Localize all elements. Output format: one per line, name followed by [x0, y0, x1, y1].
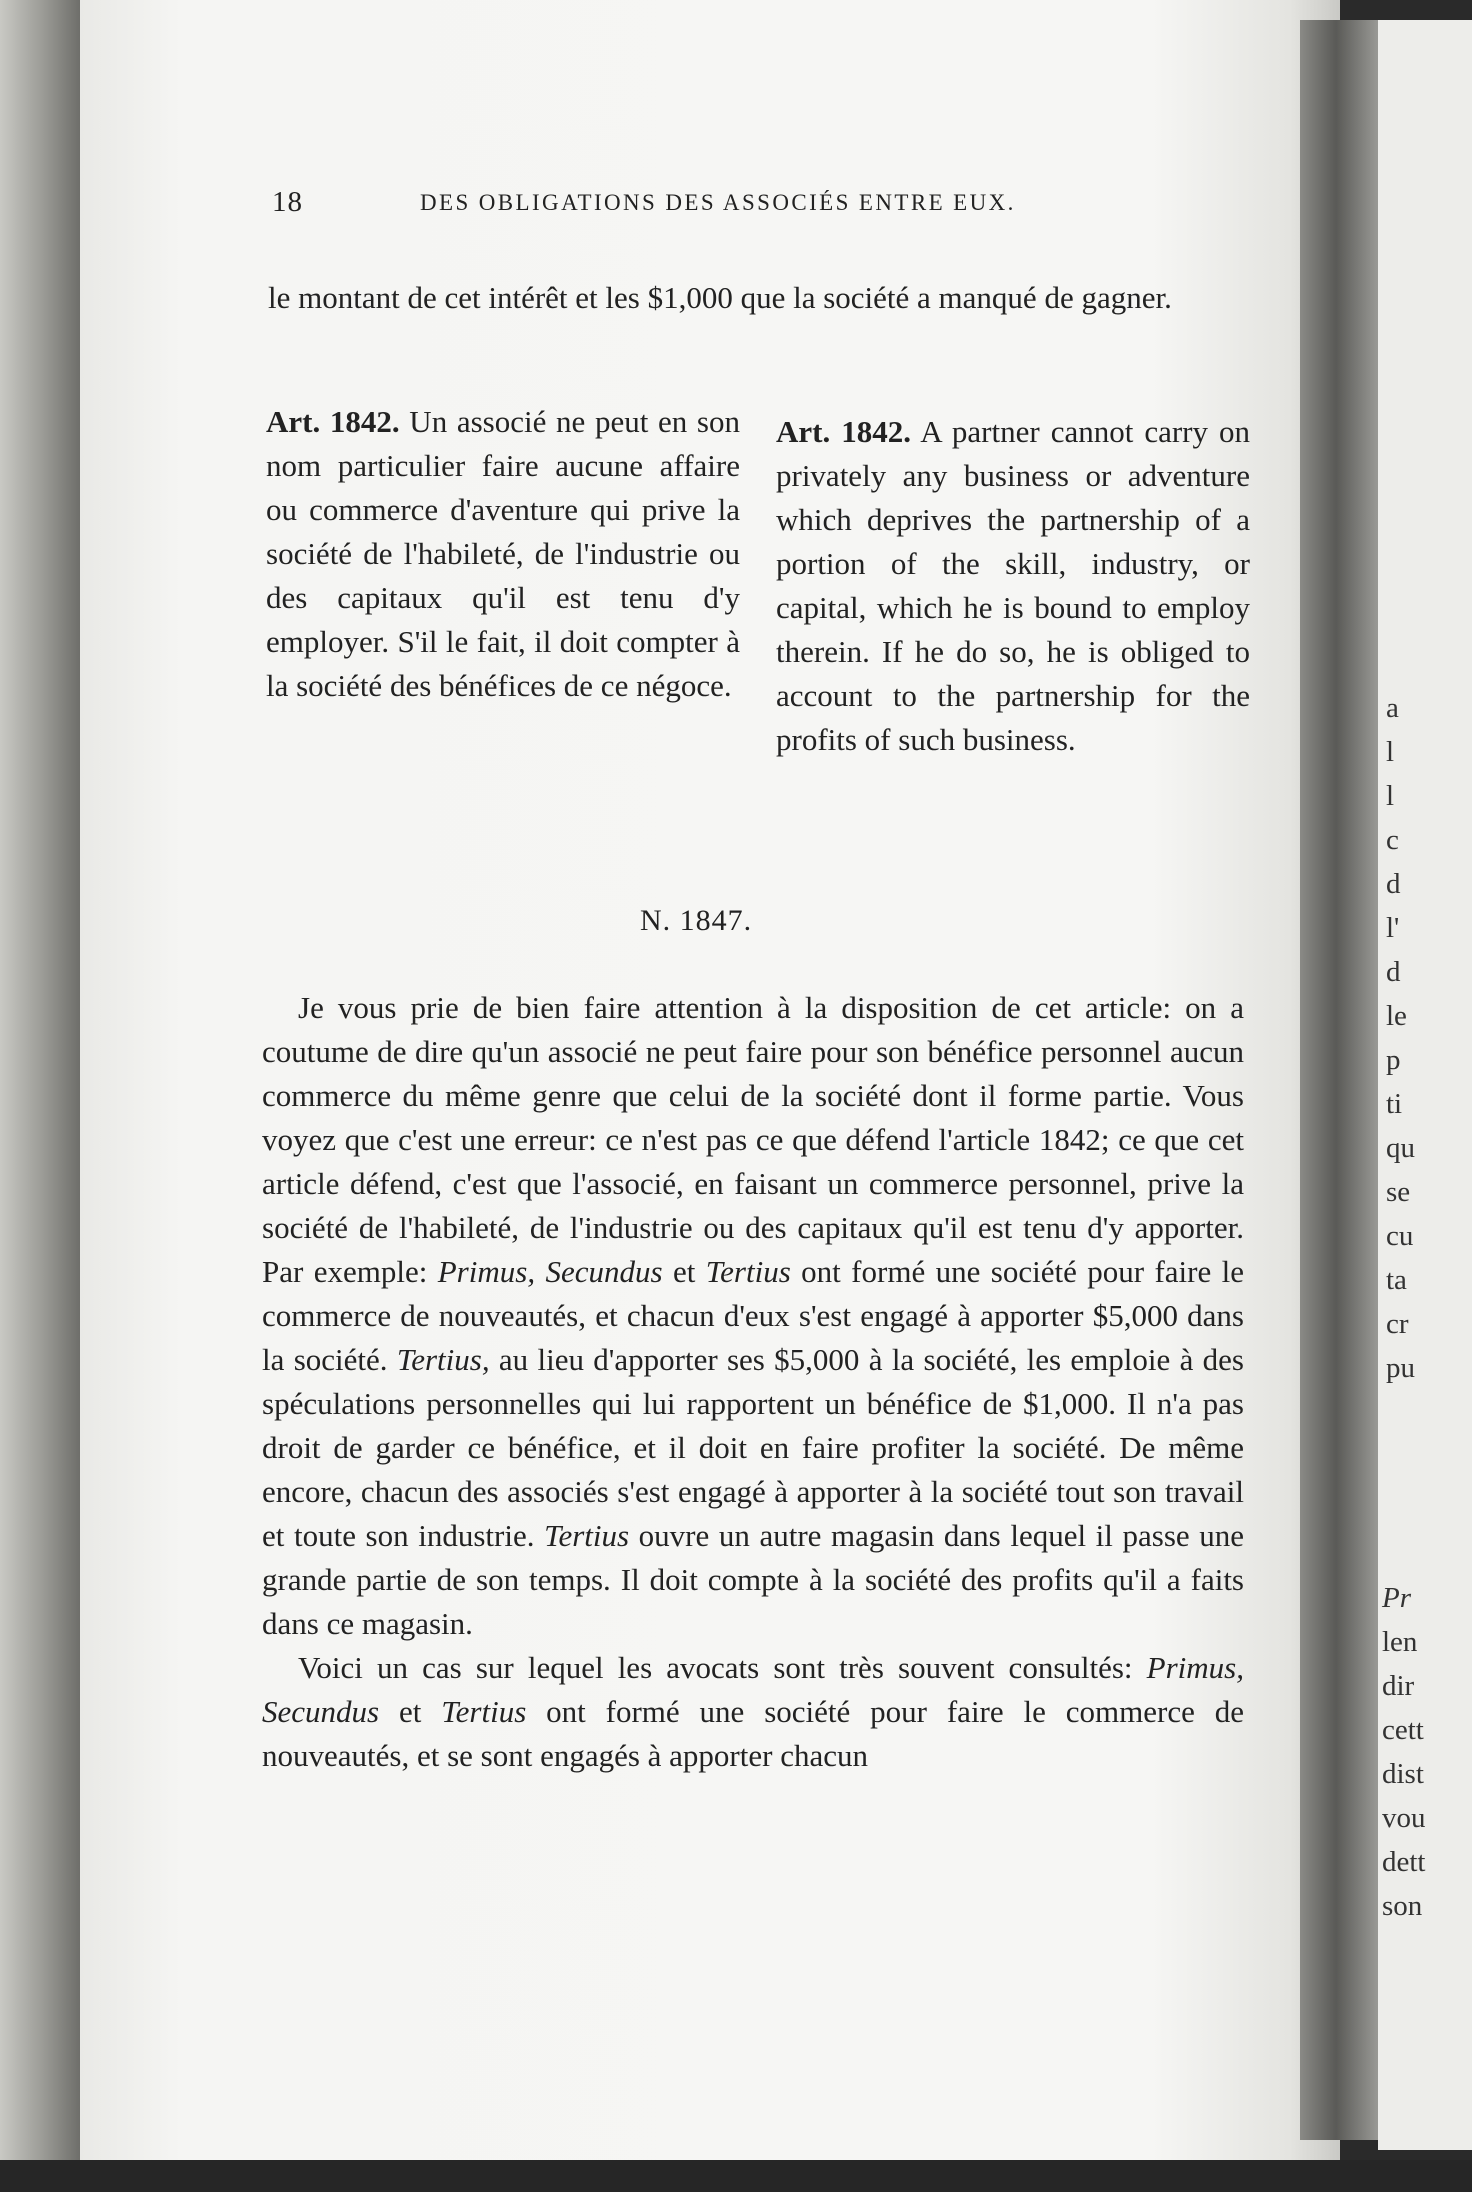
commentary-body — [262, 986, 1244, 1778]
text-run: Voici un cas sur lequel les avocats sont très souvent consultés: — [298, 1650, 1147, 1685]
scan-bottom-edge — [0, 2160, 1472, 2192]
next-page-fragment: c — [1386, 824, 1399, 856]
english-article-paragraph — [776, 410, 1250, 762]
next-page-fragment: pu — [1386, 1352, 1415, 1384]
english-article-text: A partner cannot carry on privately any business or adventure which deprives the partnership of a portion of the skill, industry, or capital, which he is bound to employ therein. If he do so, he is obliged to account to the partnership for the profits of such business. — [776, 414, 1250, 757]
next-page-fragment: ti — [1386, 1088, 1403, 1120]
text-run: Je vous prie de bien faire attention à la disposition de cet article: on a coutume de dire qu'un associé ne peut faire pour son bénéfice personnel aucun commerce du même genre que celui de la société dont il forme partie. Vous voyez que c'est une erreur: ce n'est pas ce que défend l'article 1842; ce que cet article défend, c'est que l'associé, en faisant un commerce personnel, prive la société de l'habileté, de l'industrie ou des capitaux qu'il est tenu d'y apporter. Par exemple: — [262, 990, 1244, 1289]
next-page-fragment: d — [1386, 956, 1401, 988]
next-page-fragment: ta — [1386, 1264, 1407, 1296]
italic-name: Tertius — [705, 1254, 791, 1289]
french-article-column — [266, 400, 740, 708]
running-header — [272, 186, 1092, 230]
next-page-fragment: cr — [1386, 1308, 1409, 1340]
french-article-paragraph — [266, 400, 740, 708]
next-page-fragment: qu — [1386, 1132, 1415, 1164]
italic-name: Tertius — [544, 1518, 630, 1553]
book-gutter — [1300, 20, 1380, 2140]
next-page-fragment: l — [1386, 736, 1395, 768]
running-title: DES OBLIGATIONS DES ASSOCIÉS ENTRE EUX. — [420, 190, 1016, 215]
italic-name: Tertius — [441, 1694, 527, 1729]
text-run: au lieu d'apporter ses $5,000 à la société, les emploie à des spéculations personnelles qui lui rapportent un bénéfice de $1,000. Il n'a pas droit de garder ce bénéfice, et il doit en faire profiter la société. De même encore, chacun des associés s'est engagé à apporter à la société tout son travail et toute son industrie. — [262, 1342, 1244, 1553]
italic-name: Tertius, — [396, 1342, 490, 1377]
text-run: ont formé une société pour faire le commerce de nouveautés, et se sont engagés à apporter chacun — [262, 1694, 1245, 1773]
page-number: 18 — [272, 186, 303, 218]
note-heading: N. 1847. — [640, 904, 753, 937]
intro-paragraph — [268, 276, 1252, 320]
next-page-fragment: cett — [1382, 1714, 1424, 1746]
next-page-fragment: Pr — [1382, 1582, 1411, 1614]
next-page-fragment: l' — [1386, 912, 1400, 944]
next-page-fragment: se — [1386, 1176, 1411, 1208]
french-article-text: Un associé ne peut en son nom particulier faire aucune affaire ou commerce d'aventure qui prive la société de l'habileté, de l'industrie ou des capitaux qu'il est tenu d'y employer. S'il le fait, il doit compter à la société des bénéfices de ce négoce. — [266, 404, 740, 703]
text-run: et — [379, 1694, 442, 1729]
text-run: et — [662, 1254, 706, 1289]
next-page-fragment: dir — [1382, 1670, 1415, 1702]
next-page-fragment: d — [1386, 868, 1401, 900]
french-article-number: Art. 1842. — [266, 404, 400, 439]
english-article-column — [776, 410, 1250, 762]
intro-text: le montant de cet intérêt et les $1,000 que la société a manqué de gagner. — [268, 280, 1172, 315]
next-page-fragment: l — [1386, 780, 1395, 812]
next-page-fragment: len — [1382, 1626, 1418, 1658]
next-page-fragment: vou — [1382, 1802, 1426, 1834]
next-page-edge — [1378, 20, 1472, 2150]
commentary-paragraph-2 — [262, 1646, 1244, 1778]
next-page-fragment: dett — [1382, 1846, 1426, 1878]
next-page-fragment: cu — [1386, 1220, 1414, 1252]
italic-name: Primus, Secundus — [262, 1650, 1244, 1729]
next-page-fragment: p — [1386, 1044, 1401, 1076]
text-run: ont formé une société pour faire le commerce de nouveautés, et chacun d'eux s'est engagé à apporter $5,000 dans la société. — [262, 1254, 1245, 1377]
text-run: ouvre un autre magasin dans lequel il passe une grande partie de son temps. Il doit compte à la société des profits qu'il a faits dans ce magasin. — [262, 1518, 1245, 1641]
next-page-fragment: dist — [1382, 1758, 1424, 1790]
next-page-fragment: son — [1382, 1890, 1423, 1922]
commentary-paragraph-1 — [262, 986, 1244, 1646]
next-page-fragment: le — [1386, 1000, 1407, 1032]
left-page-edge — [0, 0, 80, 2192]
english-article-number: Art. 1842. — [776, 414, 911, 449]
italic-name: Primus, Secundus — [437, 1254, 663, 1289]
next-page-fragment: a — [1386, 692, 1399, 724]
